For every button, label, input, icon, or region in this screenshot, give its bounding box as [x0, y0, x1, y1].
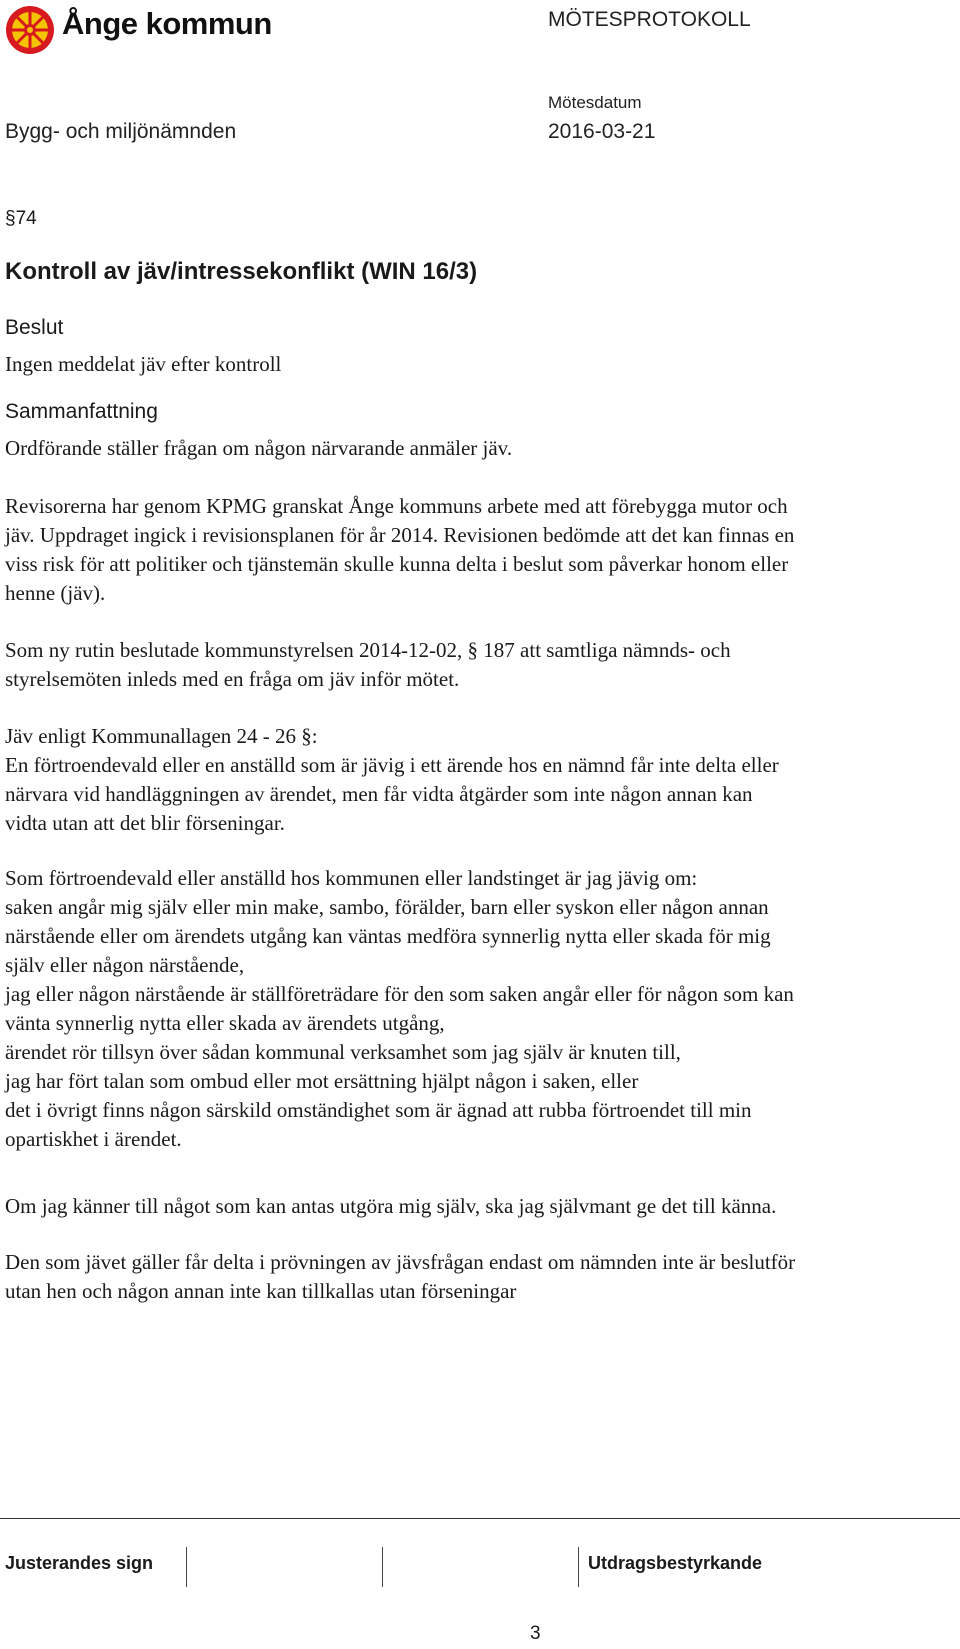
justerandes-sign-label: Justerandes sign: [5, 1553, 154, 1573]
footer-divider: [0, 1518, 960, 1519]
text-line: Revisorerna har genom KPMG granskat Ånge kommuns arbete med att förebygga mutor och: [5, 494, 788, 518]
text-line: vänta synnerlig nytta eller skada av ärendets utgång,: [5, 1011, 445, 1035]
meeting-date: 2016-03-21: [548, 120, 656, 143]
text-line: opartiskhet i ärendet.: [5, 1127, 182, 1151]
section-title: Kontroll av jäv/intressekonflikt (WIN 16/3): [5, 258, 478, 285]
summary-paragraph: [5, 864, 955, 1154]
text-line: Som ny rutin beslutade kommunstyrelsen 2014-12-02, § 187 att samtliga nämnds- och: [5, 638, 731, 662]
text-line: utan hen och någon annan inte kan tillkallas utan förseningar: [5, 1279, 517, 1303]
text-line: närstående eller om ärendets utgång kan väntas medföra synnerlig nytta eller skada för mig: [5, 924, 771, 948]
committee-name: Bygg- och miljönämnden: [5, 120, 237, 143]
summary-paragraph: [5, 434, 955, 463]
summary-paragraph: [5, 636, 955, 694]
text-line: det i övrigt finns någon särskild omständighet som är ägnad att rubba förtroendet till min: [5, 1098, 752, 1122]
text-line: En förtroendevald eller en anställd som är jävig i ett ärende hos en nämnd får inte delta eller: [5, 753, 779, 777]
text-line: närvara vid handläggningen av ärendet, men får vidta åtgärder som inte någon annan kan: [5, 782, 753, 806]
text-line: själv eller någon närstående,: [5, 953, 245, 977]
signature-divider: [578, 1547, 579, 1587]
document-type: MÖTESPROTOKOLL: [548, 8, 751, 31]
signature-divider: [382, 1547, 383, 1587]
summary-paragraph: [5, 1248, 955, 1306]
decision-heading: Beslut: [5, 316, 64, 339]
text-line: Jäv enligt Kommunallagen 24 - 26 §:: [5, 724, 318, 748]
text-line: Ordförande ställer frågan om någon närvarande anmäler jäv.: [5, 436, 513, 460]
text-line: vidta utan att det blir förseningar.: [5, 811, 285, 835]
text-line: jag har fört talan som ombud eller mot ersättning hjälpt någon i saken, eller: [5, 1069, 639, 1093]
page-number: 3: [530, 1623, 541, 1644]
text-line: Den som jävet gäller får delta i prövningen av jävsfrågan endast om nämnden inte är beslutför: [5, 1250, 796, 1274]
decision-text: Ingen meddelat jäv efter kontroll: [5, 352, 282, 376]
meeting-date-label: Mötesdatum: [548, 93, 642, 112]
text-line: viss risk för att politiker och tjänstemän skulle kunna delta i beslut som påverkar honom eller: [5, 552, 789, 576]
text-line: jag eller någon närstående är ställföreträdare för den som saken angår eller för någon som kan: [5, 982, 794, 1006]
text-line: saken angår mig själv eller min make, sambo, förälder, barn eller syskon eller någon annan: [5, 895, 769, 919]
text-line: styrelsemöten inleds med en fråga om jäv inför mötet.: [5, 667, 460, 691]
signature-divider: [186, 1547, 187, 1587]
summary-paragraph: [5, 722, 955, 838]
text-line: Som förtroendevald eller anställd hos kommunen eller landstinget är jag jävig om:: [5, 866, 698, 890]
utdragsbestyrkande-label: Utdragsbestyrkande: [588, 1553, 763, 1573]
summary-paragraph: [5, 492, 955, 608]
text-line: ärendet rör tillsyn över sådan kommunal verksamhet som jag själv är knuten till,: [5, 1040, 681, 1064]
summary-heading: Sammanfattning: [5, 400, 158, 423]
coat-of-arms-icon: [4, 4, 56, 56]
text-line: jäv. Uppdraget ingick i revisionsplanen för år 2014. Revisionen bedömde att det kan finnas en: [5, 523, 795, 547]
summary-paragraph: [5, 1192, 955, 1221]
paragraph-number: §74: [5, 208, 37, 229]
text-line: Om jag känner till något som kan antas utgöra mig själv, ska jag självmant ge det till känna.: [5, 1194, 777, 1218]
logo-text: Ånge kommun: [62, 6, 272, 41]
text-line: henne (jäv).: [5, 581, 106, 605]
